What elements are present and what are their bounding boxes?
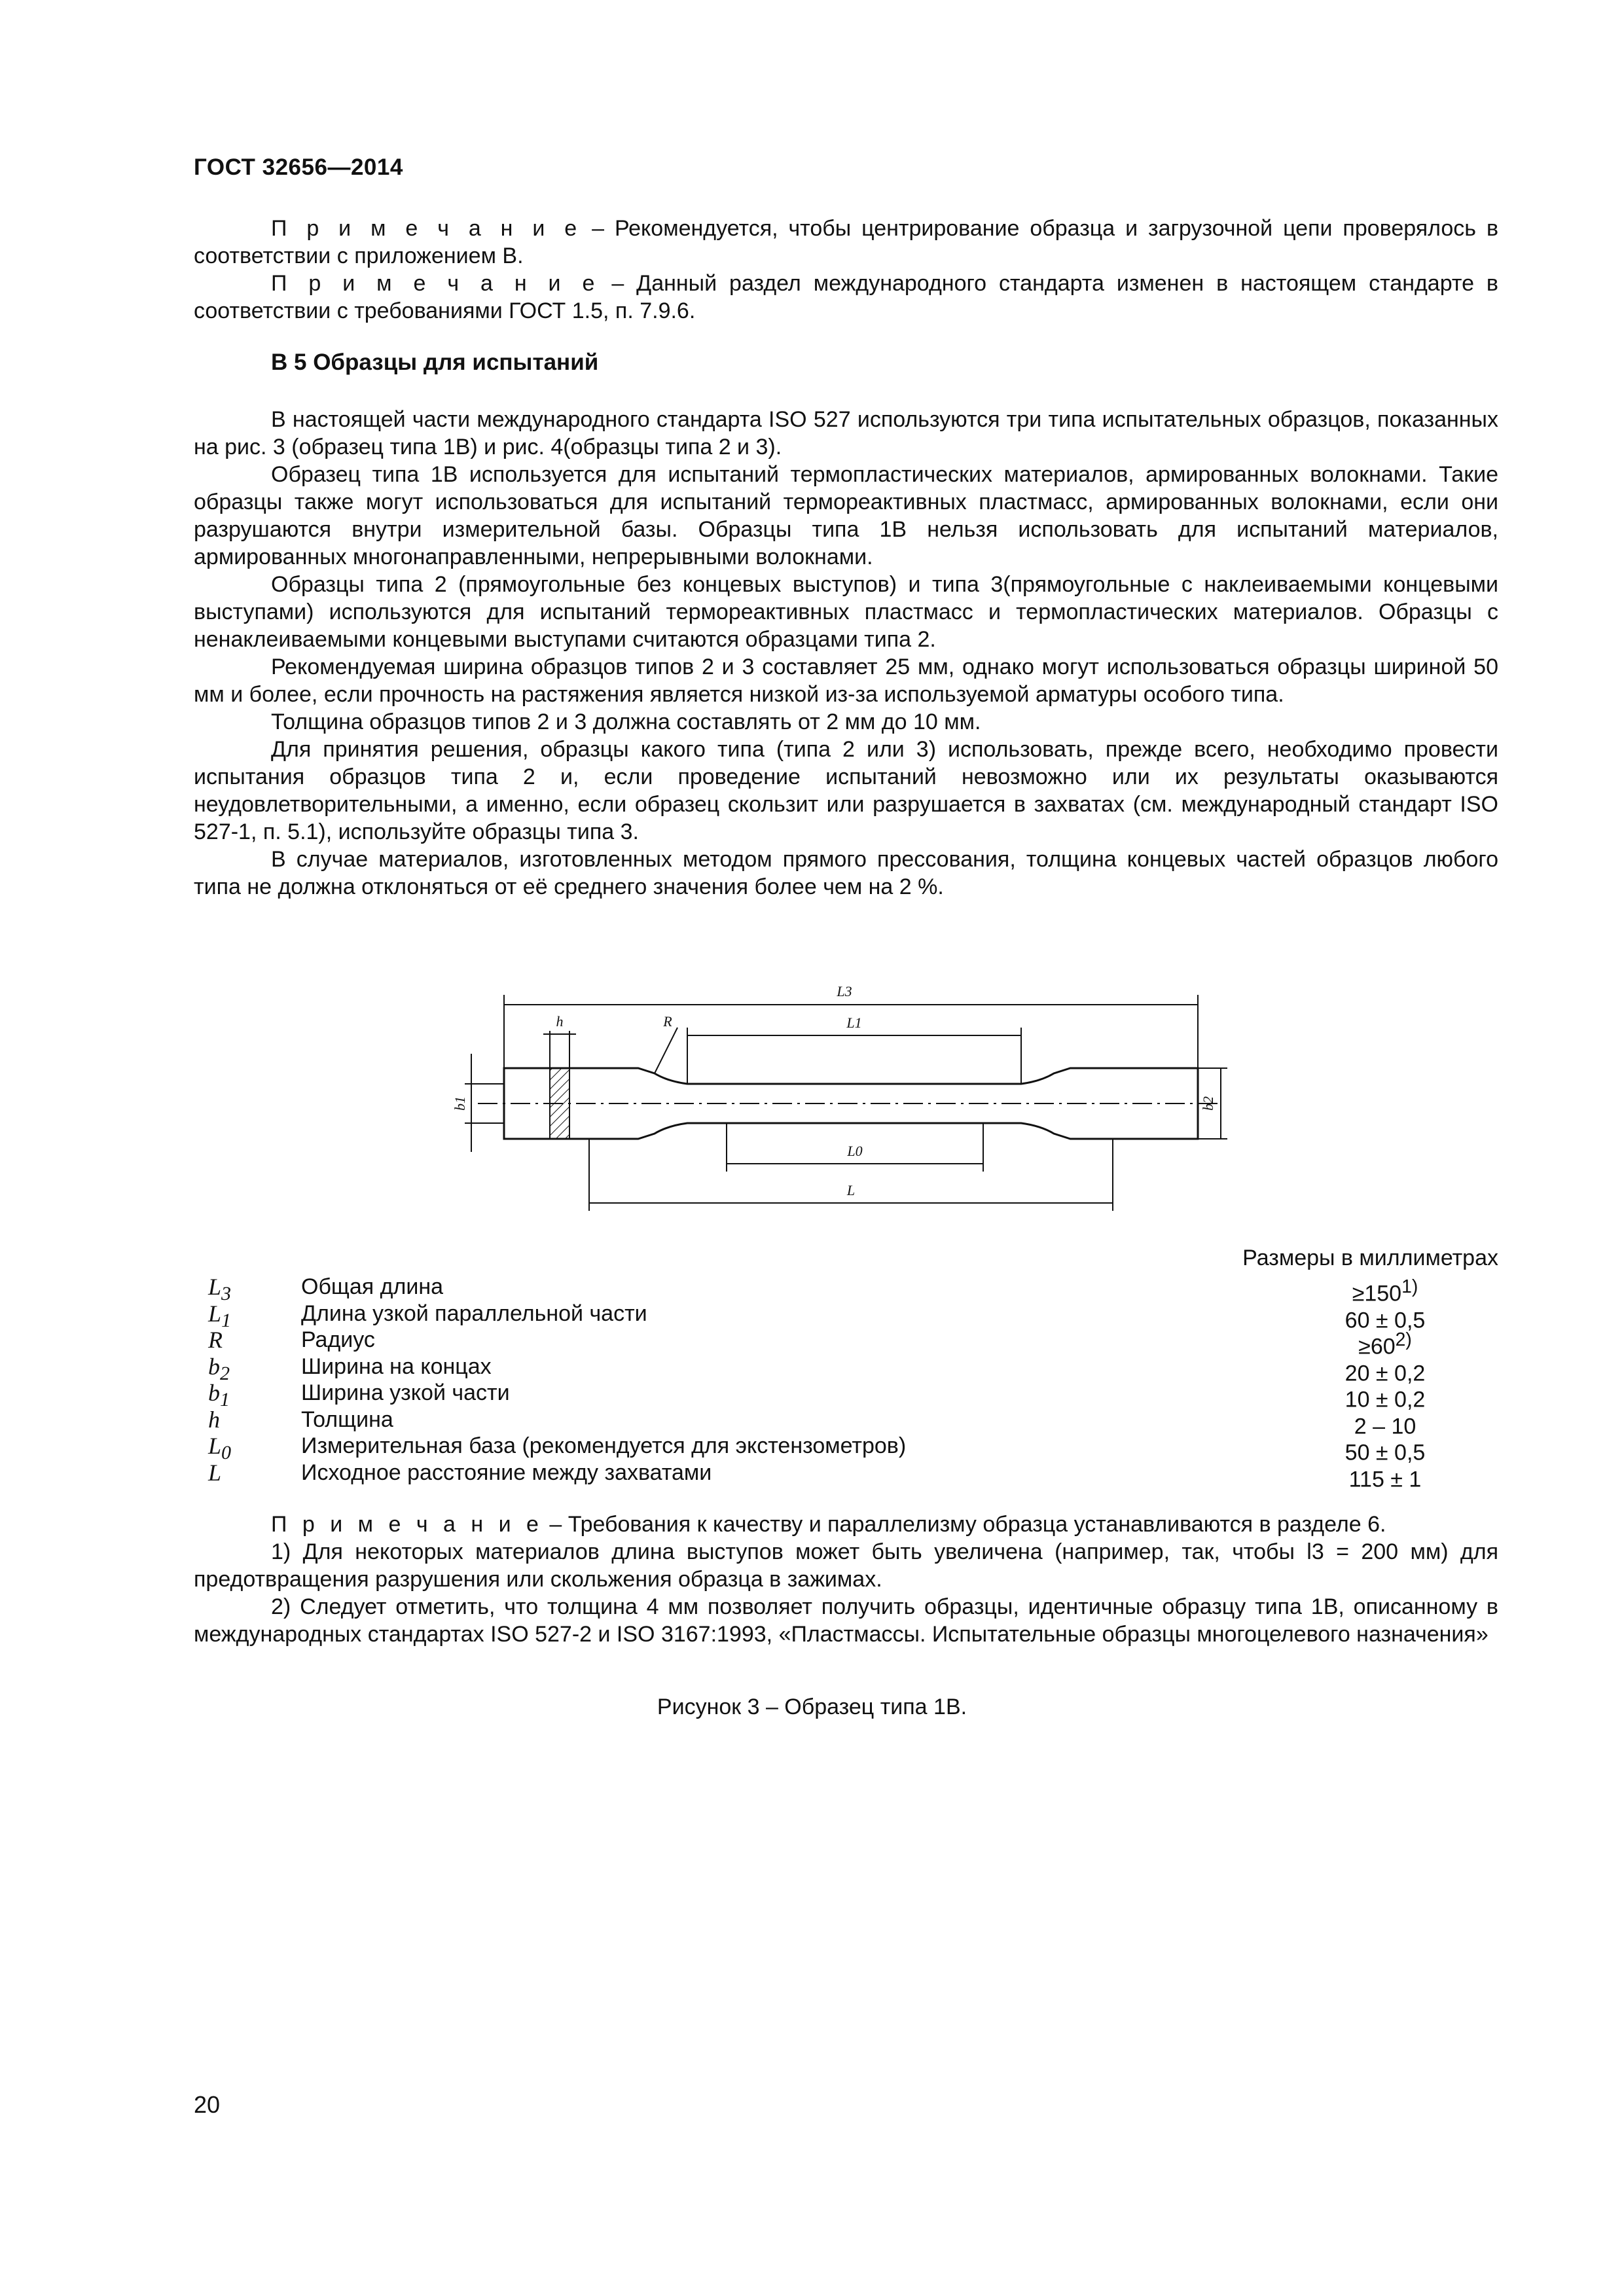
dimension-symbol: $b_2$ [208,1353,230,1384]
dimension-row [194,1327,1498,1359]
dimension-row [194,1459,1498,1492]
paragraph: В настоящей части международного стандарта ISO 527 используются три типа испытательных образцов, показанных на рис. 3 (образец типа 1В) и рис. 4(образцы типа 2 и 3). [194,407,1498,459]
dimension-description: Ширина узкой части [301,1380,510,1405]
section-body [194,406,1498,901]
note-label: П р и м е ч а н и е [271,216,582,241]
note-2 [194,270,1498,325]
note-text: – Требования к качеству и параллелизму образца устанавливаются в разделе 6. [543,1512,1386,1537]
dimension-row [194,1433,1498,1465]
dimension-value: 10 ± 0,2 [1344,1387,1426,1412]
dimension-row [194,1353,1498,1386]
top-notes [194,215,1498,325]
dimension-row [194,1300,1498,1333]
dimension-value: 60 ± 0,5 [1344,1307,1426,1333]
dimension-symbol: $b_1$ [208,1380,230,1411]
radius-leader [655,1028,677,1073]
specimen-drawing-svg [452,956,1237,1230]
label-R: R [663,1013,672,1030]
paragraph: Рекомендуемая ширина образцов типов 2 и 3 составляет 25 мм, однако могут использоваться образцы шириной 50 мм и более, если прочность на растяжения является низкой из-за используемой арматуры особого типа. [194,655,1498,707]
dimension-row [194,1274,1498,1306]
label-L1: L1 [846,1014,862,1031]
dimension-row [194,1380,1498,1412]
dimension-symbol: $L_1$ [208,1300,232,1331]
figure-notes [194,1511,1498,1648]
label-L3: L3 [837,983,852,999]
note-label: П р и м е ч а н и е [271,271,600,296]
dimension-value: 115 ± 1 [1348,1466,1422,1492]
units-note: Размеры в миллиметрах [1242,1246,1498,1270]
label-b2: b2 [1200,1096,1216,1111]
dimension-symbol: h [208,1406,220,1433]
footnote-2: 2) Следует отметить, что толщина 4 мм позволяет получить образцы, идентичные образцу типа 1В, описанному в международных стандартах ISO 527-2 и ISO 3167:1993, «Пластмассы. Испытательные образцы многоцелевого назначения» [194,1594,1498,1647]
dimension-value: 20 ± 0,2 [1344,1360,1426,1386]
dimension-description: Измерительная база (рекомендуется для экстензометров) [301,1433,907,1458]
paragraph: Образцы типа 2 (прямоугольные без концевых выступов) и типа 3(прямоугольные с наклеиваемыми концевыми выступами) используются для испытаний термореактивных пластмасс и термопластических материалов. Образцы с ненаклеиваемыми концевыми выступами считаются образцами типа 2. [194,572,1498,652]
page-number: 20 [194,2091,221,2118]
note-text: – Рекомендуется, чтобы центрирование образца и загрузочной цепи проверялось в соответствии с приложением В. [194,216,1499,268]
dimension-value: 50 ± 0,5 [1344,1440,1426,1465]
dimension-symbol: $L_0$ [208,1433,232,1464]
dimension-symbol: $L_3$ [208,1274,232,1305]
paragraph: Толщина образцов типов 2 и 3 должна составлять от 2 мм до 10 мм. [271,709,981,734]
label-L0: L0 [847,1143,863,1159]
paragraph: Образец типа 1В используется для испытаний термопластических материалов, армированных волокнами. Такие образцы также могут использоваться для испытаний термореактивных пластмасс, армированных волокнами, если они разрушаются внутри измерительной базы. Образцы типа 1В нельзя использовать для испытаний материалов, армированных многонаправленными, непрерывными волокнами. [194,462,1498,569]
section-title: В 5 Образцы для испытаний [271,350,599,375]
paragraph: Для принятия решения, образцы какого типа (типа 2 или 3) использовать, прежде всего, необходимо провести испытания образцов типа 2 и, если проведение испытаний невозможно или их результаты оказываются неудовлетворительными, а именно, если образец скользит или разрушается в захватах (см. международный стандарт ISO 527-1, п. 5.1), используйте образцы типа 3. [194,737,1498,844]
label-L: L [846,1182,856,1198]
label-h: h [556,1013,564,1030]
specimen-drawing [452,956,1237,1230]
dimension-value: $\ge 150^{1)}$ [1352,1276,1418,1306]
dimension-symbol: R [208,1327,223,1353]
dimension-description: Исходное расстояние между захватами [301,1460,712,1485]
label-b1: b1 [452,1096,468,1111]
dimension-description: Общая длина [301,1274,444,1299]
figure-note [194,1511,1498,1538]
note-text: – Данный раздел международного стандарта изменен в настоящем стандарте в соответствии с требованиями ГОСТ 1.5, п. 7.9.6. [194,271,1498,323]
dimension-value: 2 – 10 [1354,1413,1416,1439]
dimension-symbol: L [208,1459,222,1486]
footnote-1: 1) Для некоторых материалов длина выступов может быть увеличена (например, так, чтобы l3 = 200 мм) для предотвращения разрушения или скольжения образца в зажимах. [194,1539,1498,1592]
dimension-description: Толщина [301,1407,393,1432]
note-1 [194,215,1498,270]
paragraph: В случае материалов, изготовленных методом прямого прессования, толщина концевых частей образцов любого типа не должна отклоняться от её среднего значения более чем на 2 %. [194,847,1498,899]
dimension-row [194,1406,1498,1439]
dimension-description: Радиус [301,1327,375,1352]
note-label: П р и м е ч а н и е [271,1512,543,1537]
dimension-value: $\ge 60^{2)}$ [1358,1329,1412,1359]
dimension-description: Ширина на концах [301,1354,492,1379]
dimensions-table [194,1274,1498,1492]
dimension-description: Длина узкой параллельной части [301,1300,647,1326]
figure-caption: Рисунок 3 – Образец типа 1В. [657,1695,967,1719]
document-header: ГОСТ 32656—2014 [194,154,403,180]
